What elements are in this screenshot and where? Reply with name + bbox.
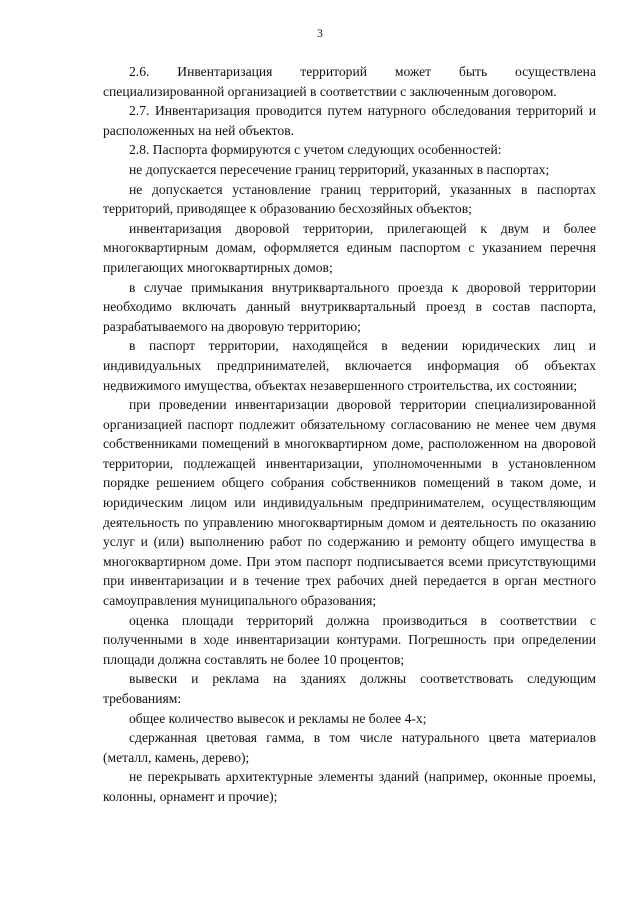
paragraph-2-7: 2.7. Инвентаризация проводится путем натурного обследования территорий и расположенных на ней объектов. (103, 103, 596, 138)
list-item-no-boundary-overlap: не допускается пересечение границ территорий, указанных в паспортах; (129, 161, 550, 177)
list-item-legal-entities: в паспорт территории, находящейся в ведении юридических лиц и индивидуальных предпринимателей, включается информация об объектах недвижимого имущества, объектах незавершенного строительства, их состоянии; (103, 338, 596, 393)
paragraph-2-6: 2.6. Инвентаризация территорий может быть осуществлена специализированной организацией в соответствии с заключенным договором. (103, 64, 596, 99)
list-item-color-scheme: сдержанная цветовая гамма, в том числе натурального цвета материалов (металл, камень, дерево); (103, 730, 596, 765)
list-item-no-ownerless-objects: не допускается установление границ территорий, указанных в паспортах территорий, приводящее к образованию бесхозяйных объектов; (103, 181, 596, 217)
list-item-area-assessment: оценка площади территорий должна производиться в соответствии с полученными в ходе инвентаризации контурами. Погрешность при определении площади должна составлять не более 10 процентов; (103, 612, 596, 667)
list-item-signage-requirements: вывески и реклама на зданиях должны соответствовать следующим требованиям: (103, 671, 596, 706)
document-body (103, 62, 596, 807)
list-item-intra-block-driveway: в случае примыкания внутриквартального проезда к дворовой территории необходимо включать данный внутриквартальный проезд в состав паспорта, разрабатываемого на дворовую территорию; (103, 279, 596, 334)
list-item-single-passport: инвентаризация дворовой территории, прилегающей к двум и более многоквартирным домам, оформляется единым паспортом с указанием перечня прилегающих многоквартирных домов; (103, 220, 596, 275)
list-item-signage-count: общее количество вывесок и рекламы не более 4-х; (129, 710, 427, 726)
list-item-approval: при проведении инвентаризации дворовой территории специализированной организацией паспорт подлежит обязательному согласованию не менее чем двумя собственниками помещений в многоквартирном доме, расположенном на дворовой территории, подлежащей инвентаризации, уполномоченными в установленном порядке решением общего собрания собственников помещений в таком доме, и юридическим лицом или индивидуальным предпринимателем, осуществляющим деятельность по управлению многоквартирным домом и деятельность по оказанию услуг и (или) выполнению работ по содержанию и ремонту общего имущества в многоквартирном доме. При этом паспорт подписывается всеми присутствующими при инвентаризации и в течение трех рабочих дней передается в орган местного самоуправления муниципального образования; (103, 397, 596, 609)
list-item-architectural-elements: не перекрывать архитектурные элементы зданий (например, оконные проемы, колонны, орнамент и прочие); (103, 769, 596, 804)
paragraph-2-8: 2.8. Паспорта формируются с учетом следующих особенностей: (129, 142, 502, 158)
page-number: 3 (317, 28, 323, 40)
